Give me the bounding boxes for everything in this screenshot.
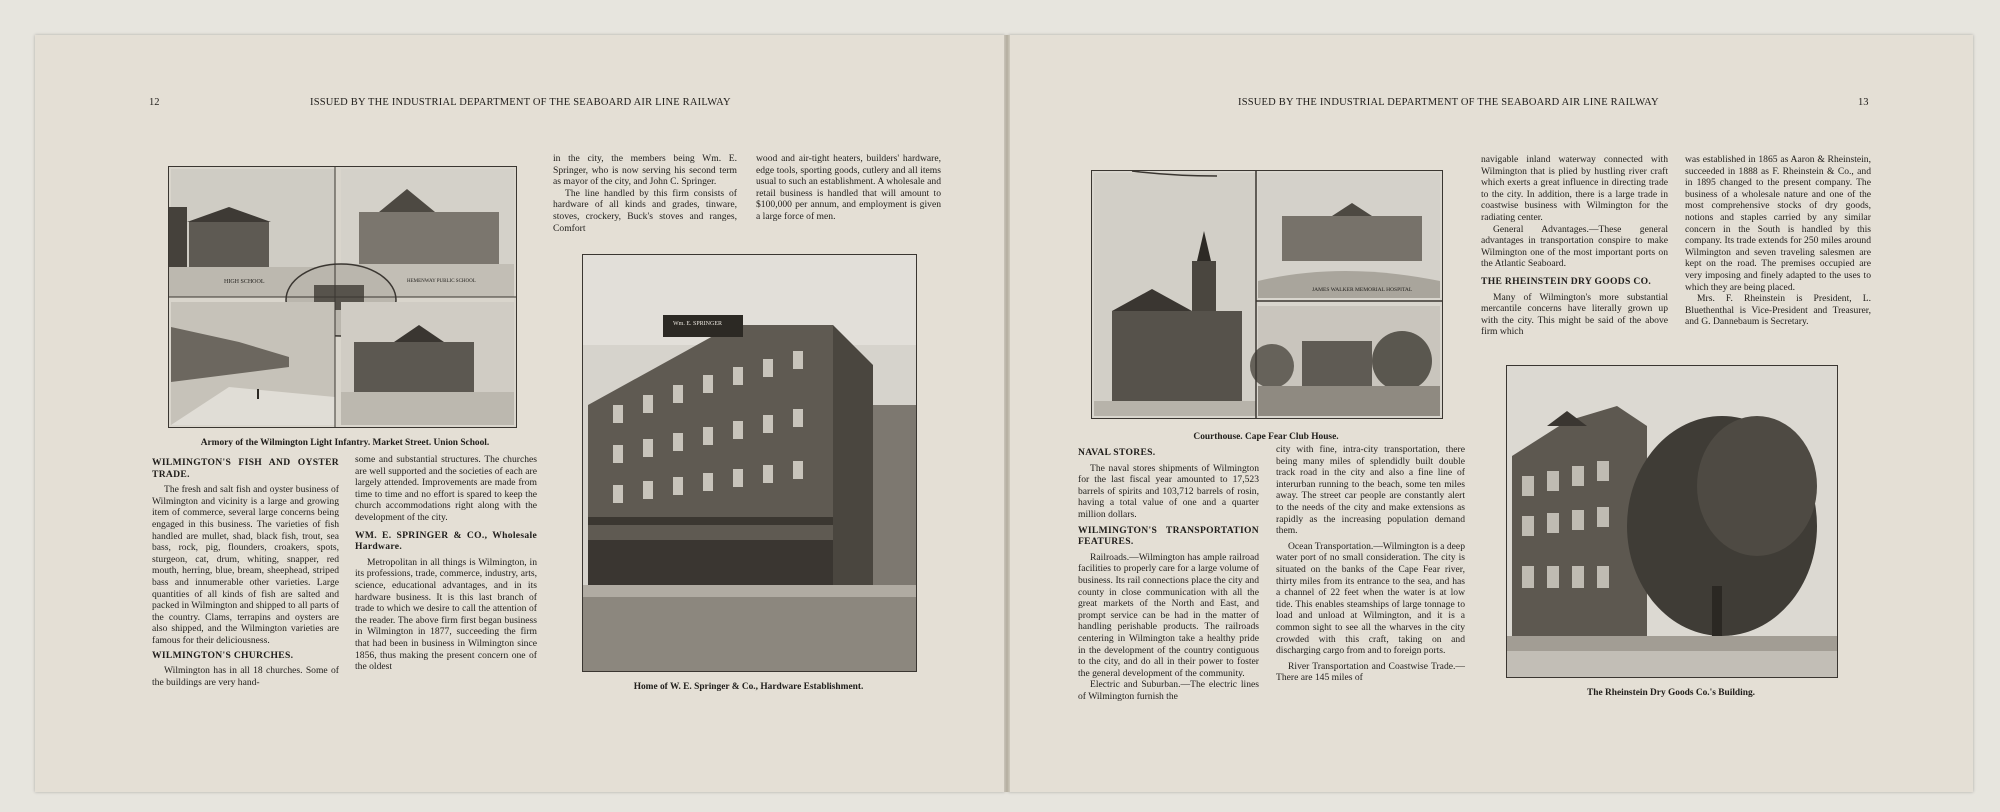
right-column-1: [1078, 444, 1259, 702]
paragraph-churches: Wilmington has in all 18 churches. Some of the buildings are very hand-: [152, 665, 339, 688]
collage-caption-right: Courthouse. Cape Fear Club House.: [1193, 432, 1339, 442]
paragraph-springer: Metropolitan in all things is Wilmington, in its professions, trade, commerce, industry, arts, science, educational advantages, and in its hardware business. It is this last branch of trade to which we desire to call the attention of the reader. The above firm first began business in Wilmington in 1877, succeeding the firm that had been in business in Wilmington since 1856, thus making the present concern one of the oldest: [355, 556, 537, 673]
heading-springer: WM. E. SPRINGER & CO., Wholesale Hardware.: [355, 529, 537, 553]
school-collage-photo: [168, 166, 517, 428]
heading-fish-trade: WILMINGTON'S FISH AND OYSTER TRADE.: [152, 457, 339, 480]
left-column-3: [553, 153, 737, 234]
paragraph-churches-cont: some and substantial structures. The churches are well supported and the societies of each are largely attended. Improvements are made from time to time and no effort is spared to keep the church accommodations right along with the development of the city.: [355, 454, 537, 523]
paragraph-electric-cont: city with fine, intra-city transportation, there being many miles of splendidly built double track road in the city and also a fine line of interurban running to the beach, some ten miles away. The street car people are constantly alert to the needs of the city and make extensions as rapidly as the increasing population demand them.: [1276, 444, 1465, 537]
paragraph-naval-stores: The naval stores shipments of Wilmington for the last fiscal year amounted to 17,523 barrels of spirits and 103,712 barrels of rosin, having a total value of one and a quarter million dollars.: [1078, 462, 1259, 520]
springer-caption: Home of W. E. Springer & Co., Hardware Establishment.: [633, 682, 864, 692]
collage-label-hospital: JAMES WALKER MEMORIAL HOSPITAL: [1312, 287, 1413, 293]
left-column-1: [152, 454, 339, 688]
paragraph-electric: Electric and Suburban.—The electric lines of Wilmington furnish the: [1078, 679, 1259, 702]
running-header-left: ISSUED BY THE INDUSTRIAL DEPARTMENT OF THE SEABOARD AIR LINE RAILWAY: [310, 97, 731, 108]
running-header-right: ISSUED BY THE INDUSTRIAL DEPARTMENT OF THE SEABOARD AIR LINE RAILWAY: [1238, 97, 1659, 108]
left-column-2: [355, 454, 537, 673]
page-number-left: 12: [149, 97, 160, 108]
springer-building-photo: [582, 254, 917, 672]
courthouse-collage-photo: [1091, 170, 1443, 419]
paragraph-river-cont: navigable inland waterway connected with Wilmington that is plied by hustling river craft which exerts a great influence in directing trade to the city. In addition, there is a large trade in coastwise business with Wilmington for the radiating center.: [1481, 154, 1668, 223]
right-column-4: [1685, 154, 1871, 328]
book-spine: [1004, 35, 1010, 792]
collage-caption-left: Armory of the Wilmington Light Infantry. Market Street. Union School.: [200, 438, 490, 448]
springer-sign: Wm. E. SPRINGER: [673, 321, 723, 327]
page-number-right: 13: [1858, 97, 1869, 108]
right-column-3: [1481, 154, 1668, 338]
heading-naval-stores: NAVAL STORES.: [1078, 447, 1156, 458]
heading-churches: WILMINGTON'S CHURCHES.: [152, 649, 294, 661]
paragraph-ocean: Ocean Transportation.—Wilmington is a deep water port of no small consideration. The city is situated on the banks of the Cape Fear river, thirty miles from its entrance to the sea, and has a channel of 22 feet when the water is at low tide. This enables steamships of large tonnage to load and unload at Wilmington, and it is a common sight to see all the wharves in the city crowded with this craft, taking on and discharging cargo from and to foreign ports.: [1276, 540, 1465, 657]
paragraph-springer-end: wood and air-tight heaters, builders' hardware, edge tools, sporting goods, cutlery and all items usual to such an establishment. A wholesale and retail business is handled that will amount to $100,000 per annum, and employment is given a large force of men.: [756, 153, 941, 222]
paragraph-fish-trade: The fresh and salt fish and oyster business of Wilmington and vicinity is a large and growing item of commerce, several large concerns being engaged in this business. The varieties of fish handled are mullet, shad, black fish, trout, sea bass, rock, pig, flounders, croakers, spots, sturgeon, cat, drum, whiting, snapper, red mouth, herring, blue, bream, sheephead, striped bass and innumerable other varieties. Large quantities of all kinds of fish are salted and packed in Wilmington and shipped to all parts of the country. Clams, terrapins and oysters are also shipped, and the Wilmington varieties are famous for their deliciousness.: [152, 484, 340, 646]
right-column-2: [1276, 444, 1465, 684]
paragraph-railroads: Railroads.—Wilmington has ample railroad facilities to properly care for a large volume of business. Its rail connections place the city and county in close communication with all the great markets of the North and East, and prompt service can be had in the matter of handling perishable products. The railroads centering in Wilmington take a healthy pride in the development of the country contiguous to the city, and do all in their power to foster the general development of the community.: [1078, 551, 1259, 679]
paragraph-rheinstein-cont: was established in 1865 as Aaron & Rheinstein, succeeded in 1888 as F. Rheinstein & Co., and in 1895 changed to the present company. The business of a wholesale nature and one of the most comprehensive stocks of dry goods, notions and staples carried by any similar concern in the South is handled by this company. Its trade extends for 250 miles around Wilmington and seven traveling salesmen are kept on the road. The premises occupied are very imposing and finely adapted to the uses to which they are being placed.: [1685, 154, 1871, 293]
paragraph-rheinstein: Many of Wilmington's more substantial mercantile concerns have literally grown up with the city. This might be said of the above firm which: [1481, 291, 1668, 338]
left-column-4: [756, 153, 941, 223]
heading-transportation: WILMINGTON'S TRANSPORTATION FEATURES.: [1078, 524, 1259, 548]
paragraph-rheinstein-officers: Mrs. F. Rheinstein is President, L. Bluethenthal is Vice-President and Treasurer, and G. Dannebaum is Secretary.: [1685, 293, 1871, 328]
rheinstein-building-photo: [1506, 365, 1838, 678]
collage-label-high-school: HIGH SCHOOL: [224, 279, 265, 285]
paragraph-springer-line: The line handled by this firm consists of hardware of all kinds and grades, tinware, stoves, crockery, Buck's stoves and ranges, Comfort: [553, 187, 737, 234]
paragraph-river: River Transportation and Coastwise Trade.—There are 145 miles of: [1276, 660, 1465, 684]
paragraph-springer-cont: in the city, the members being Wm. E. Springer, who is now serving his second term as mayor of the city, and John C. Springer.: [553, 153, 737, 188]
paragraph-general-advantages: General Advantages.—These general advantages in transportation conspire to make Wilmington one of the most important ports on the Atlantic Seaboard.: [1481, 223, 1668, 270]
rheinstein-caption: The Rheinstein Dry Goods Co.'s Building.: [1586, 688, 1755, 698]
heading-rheinstein: THE RHEINSTEIN DRY GOODS CO.: [1481, 275, 1652, 287]
collage-label-public-school: HEMENWAY PUBLIC SCHOOL: [407, 279, 476, 284]
